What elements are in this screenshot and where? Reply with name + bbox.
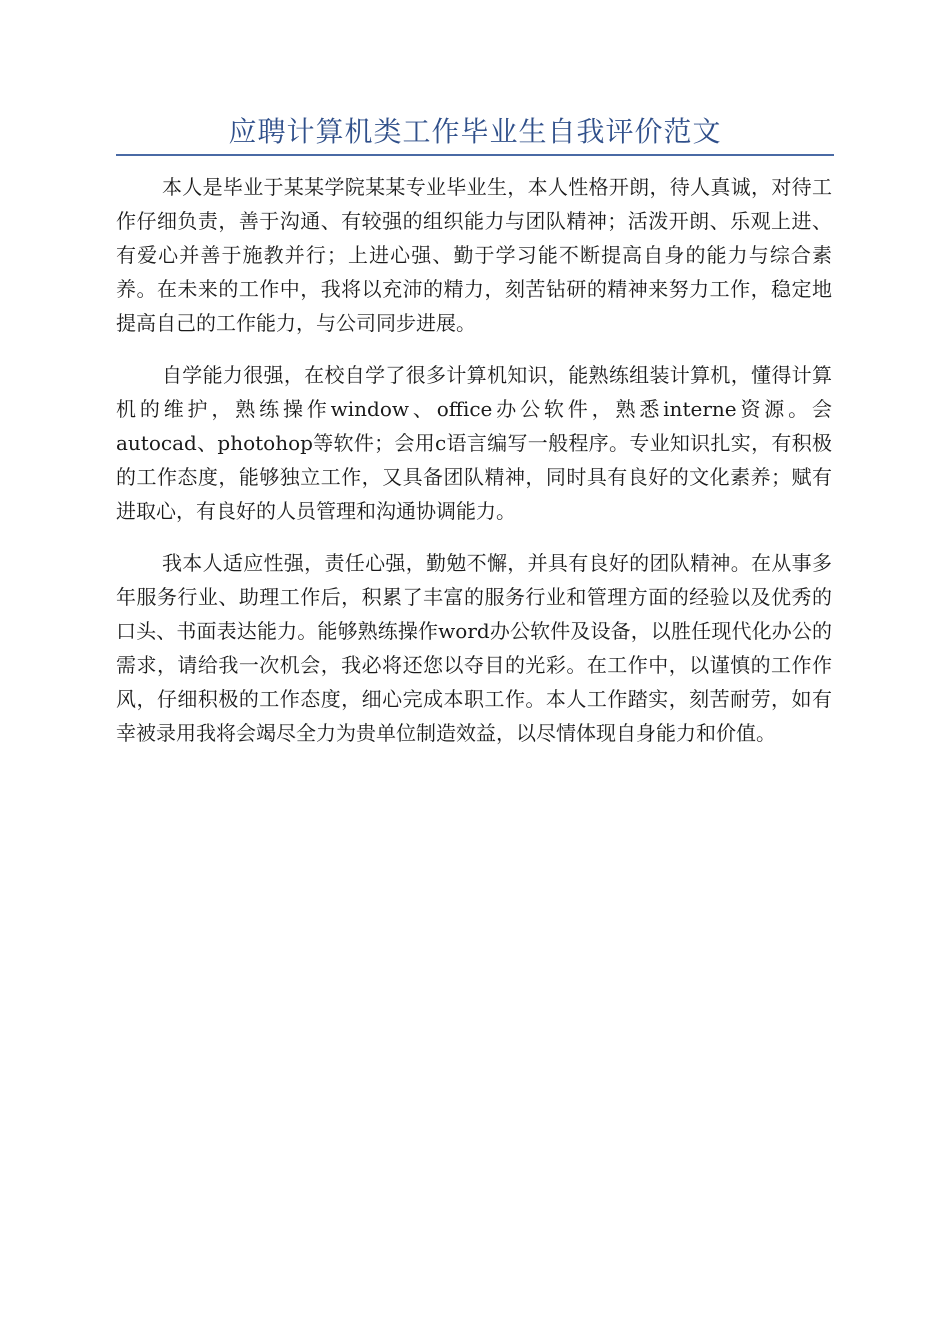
paragraph-1: 本人是毕业于某某学院某某专业毕业生，本人性格开朗，待人真诚，对待工作仔细负责，善于沟通、有较强的组织能力与团队精神；活泼开朗、乐观上进、有爱心并善于施教并行；上进心强、勤于学习能不断提高自身的能力与综合素养。在未来的工作中，我将以充沛的精力，刻苦钻研的精神来努力工作，稳定地提高自己的工作能力，与公司同步进展。: [116, 175, 832, 335]
paragraph-2: 自学能力很强，在校自学了很多计算机知识，能熟练组装计算机，懂得计算机的维护，熟练操作window、office办公软件，熟悉interne资源。会autocad、photohop等软件；会用c语言编写一般程序。专业知识扎实，有积极的工作态度，能够独立工作，又具备团队精神，同时具有良好的文化素养；赋有进取心，有良好的人员管理和沟通协调能力。: [116, 363, 832, 523]
paragraph-3: 我本人适应性强，责任心强，勤勉不懈，并具有良好的团队精神。在从事多年服务行业、助理工作后，积累了丰富的服务行业和管理方面的经验以及优秀的口头、书面表达能力。能够熟练操作word办公软件及设备，以胜任现代化办公的需求，请给我一次机会，我必将还您以夺目的光彩。在工作中，以谨慎的工作作风，仔细积极的工作态度，细心完成本职工作。本人工作踏实，刻苦耐劳，如有幸被录用我将会竭尽全力为贵单位制造效益，以尽情体现自身能力和价值。: [116, 551, 832, 745]
document-title: 应聘计算机类工作毕业生自我评价范文: [228, 115, 722, 148]
document-body: [116, 170, 832, 768]
title-underline: [116, 154, 834, 156]
